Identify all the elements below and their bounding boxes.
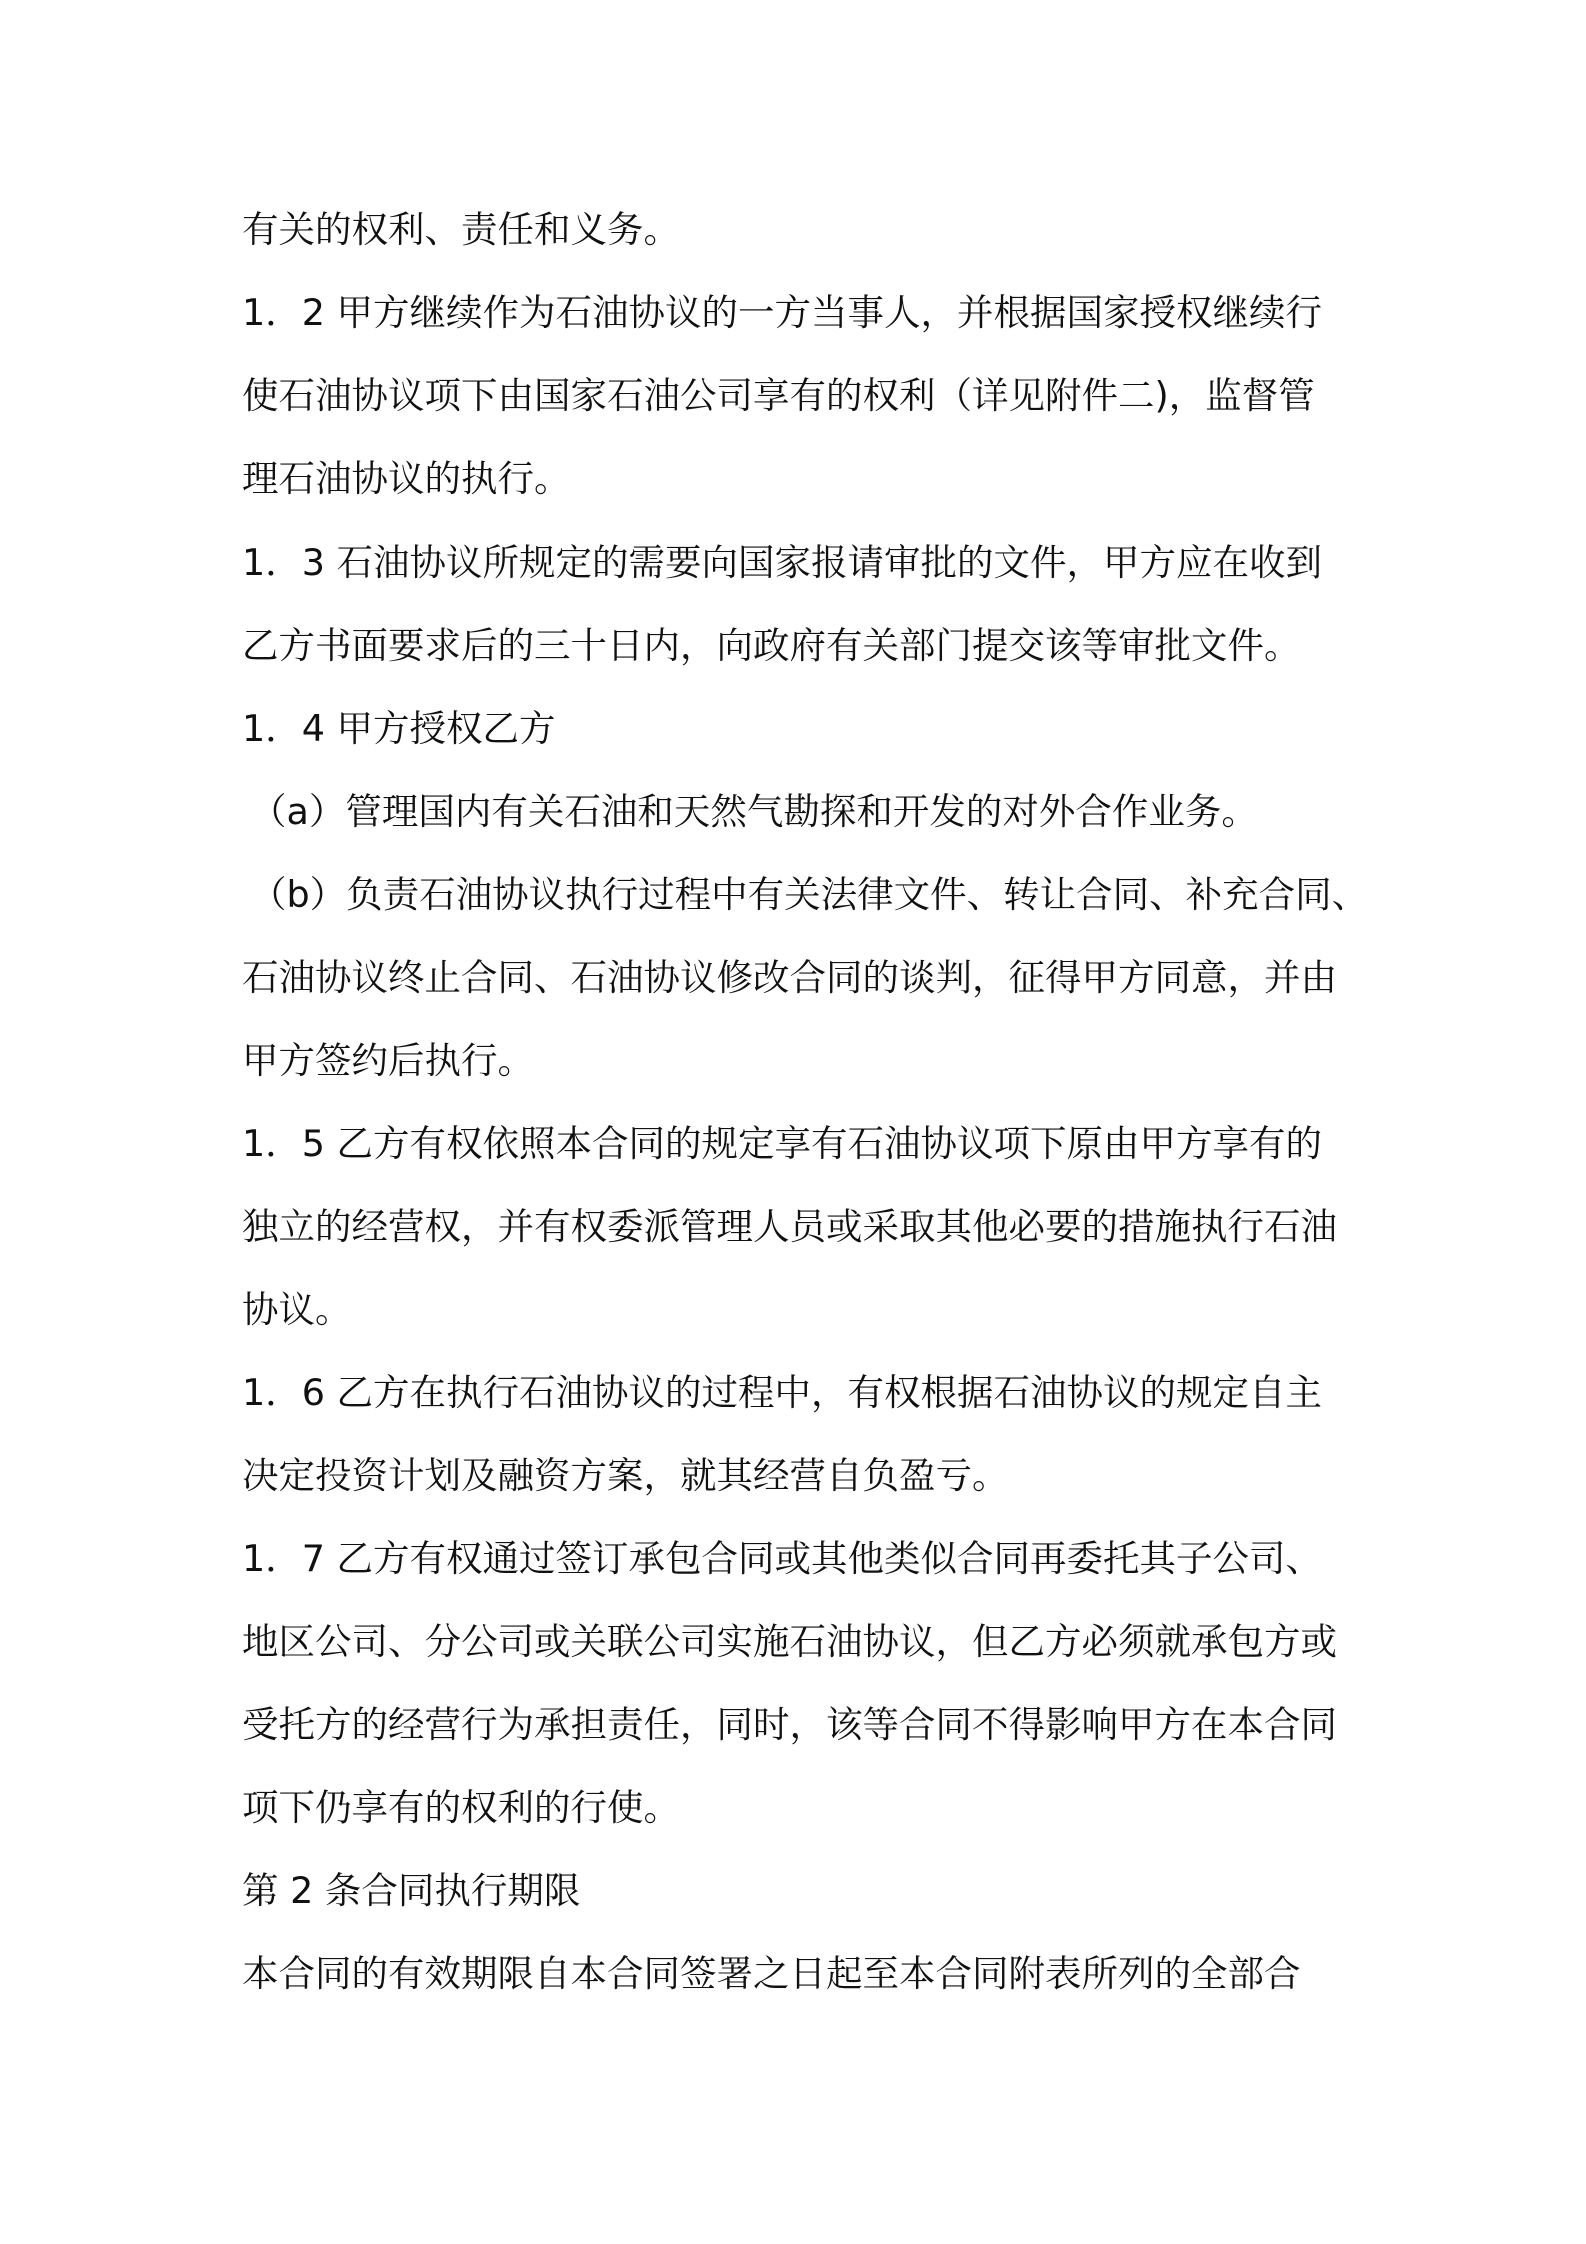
clause-1-4-item-b-line-3: 甲方签约后执行。 xyxy=(242,1039,534,1082)
clause-1-2-line-1: 1．2 甲方继续作为石油协议的一方当事人，并根据国家授权继续行 xyxy=(242,291,1323,334)
clause-1-7-line-2: 地区公司、分公司或关联公司实施石油协议，但乙方必须就承包方或 xyxy=(242,1620,1337,1663)
clause-1-7-line-4: 项下仍享有的权利的行使。 xyxy=(242,1786,680,1829)
clause-1-5-line-2: 独立的经营权，并有权委派管理人员或采取其他必要的措施执行石油 xyxy=(242,1205,1337,1248)
clause-1-7-line-1: 1．7 乙方有权通过签订承包合同或其他类似合同再委托其子公司、 xyxy=(242,1537,1323,1580)
clause-1-4-item-b-line-2: 石油协议终止合同、石油协议修改合同的谈判，征得甲方同意，并由 xyxy=(242,956,1337,999)
clause-1-4-heading: 1．4 甲方授权乙方 xyxy=(242,707,556,750)
article-2-line-1: 本合同的有效期限自本合同签署之日起至本合同附表所列的全部合 xyxy=(242,1952,1301,1995)
clause-1-6-line-1: 1．6 乙方在执行石油协议的过程中，有权根据石油协议的规定自主 xyxy=(242,1371,1323,1414)
clause-1-3-line-1: 1．3 石油协议所规定的需要向国家报请审批的文件，甲方应在收到 xyxy=(242,541,1323,584)
clause-1-7-line-3: 受托方的经营行为承担责任，同时，该等合同不得影响甲方在本合同 xyxy=(242,1703,1337,1746)
clause-1-6-line-2: 决定投资计划及融资方案，就其经营自负盈亏。 xyxy=(242,1454,1009,1497)
article-2-heading: 第 2 条合同执行期限 xyxy=(242,1869,581,1912)
clause-1-2-line-2: 使石油协议项下由国家石油公司享有的权利（详见附件二)，监督管 xyxy=(242,374,1315,417)
clause-1-5-line-1: 1．5 乙方有权依照本合同的规定享有石油协议项下原由甲方享有的 xyxy=(242,1122,1323,1165)
clause-1-3-line-2: 乙方书面要求后的三十日内，向政府有关部门提交该等审批文件。 xyxy=(242,624,1301,667)
clause-1-4-item-a: （a）管理国内有关石油和天然气勘探和开发的对外合作业务。 xyxy=(250,790,1258,833)
clause-1-2-line-3: 理石油协议的执行。 xyxy=(242,457,571,500)
clause-1-4-item-b-line-1: （b）负责石油协议执行过程中有关法律文件、转让合同、补充合同、 xyxy=(250,873,1369,916)
clause-1-5-line-3: 协议。 xyxy=(242,1288,352,1331)
text-line-1: 有关的权利、责任和义务。 xyxy=(242,208,680,251)
